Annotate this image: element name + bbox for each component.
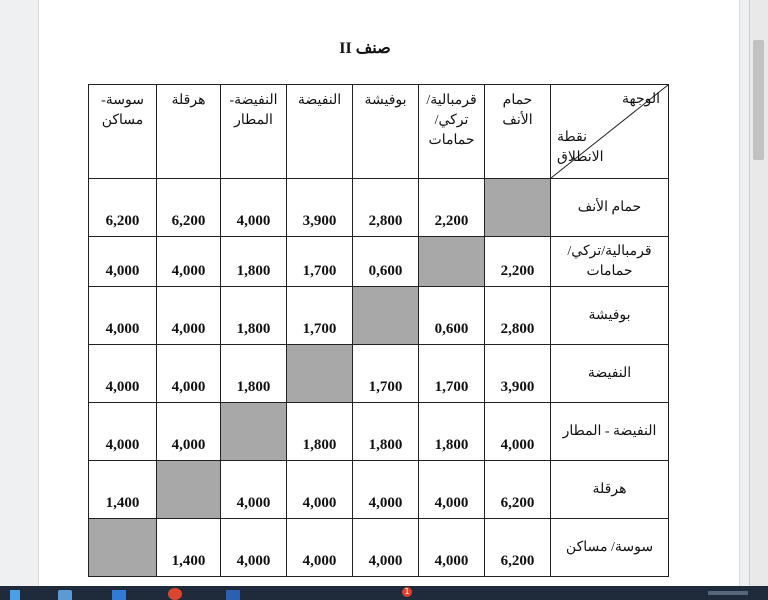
- fare-cell: 6,200: [89, 179, 157, 237]
- fare-cell: 3,900: [287, 179, 353, 237]
- fare-cell: 1,700: [287, 237, 353, 287]
- fare-cell: 1,800: [221, 345, 287, 403]
- fare-cell: 1,800: [353, 403, 419, 461]
- fare-cell: 2,200: [485, 237, 551, 287]
- fare-cell: 1,400: [157, 519, 221, 577]
- fare-cell: 4,000: [419, 461, 485, 519]
- cell-text-line: سوسة/ مساكن: [565, 539, 654, 555]
- row-header: [551, 461, 669, 519]
- cell-text-line: هرقلة: [592, 481, 627, 497]
- fare-cell: 4,000: [353, 519, 419, 577]
- row-header: [551, 345, 669, 403]
- cell-text-line: بوفيشة: [364, 93, 407, 108]
- cell-text-line: تركي/: [434, 113, 469, 128]
- taskbar: [0, 586, 768, 600]
- shaded-diagonal-cell: [157, 461, 221, 519]
- fare-cell: 4,000: [485, 403, 551, 461]
- fare-cell: 2,200: [419, 179, 485, 237]
- cell-text-line: سوسة-: [101, 93, 144, 108]
- fare-cell: 4,000: [419, 519, 485, 577]
- fare-cell: 1,400: [89, 461, 157, 519]
- shaded-diagonal-cell: [287, 345, 353, 403]
- page-title: صنف II: [339, 40, 391, 57]
- row-header: [551, 287, 669, 345]
- fare-cell: 1,700: [419, 345, 485, 403]
- fare-cell: 4,000: [221, 461, 287, 519]
- cell-text-line: المطار: [234, 113, 273, 128]
- cell-text-line: بوفيشة: [588, 307, 631, 323]
- column-header: [157, 85, 221, 179]
- column-header: [353, 85, 419, 179]
- fare-cell: 4,000: [89, 403, 157, 461]
- system-tray[interactable]: [708, 591, 748, 595]
- task-view-icon[interactable]: [58, 590, 72, 600]
- row-header: [551, 237, 669, 287]
- row-header: [551, 179, 669, 237]
- column-header: [89, 85, 157, 179]
- cell-text-line: قرمبالية/تركي/: [567, 243, 652, 259]
- fare-cell: 4,000: [157, 345, 221, 403]
- fare-cell: 4,000: [89, 345, 157, 403]
- cell-text-line: حمامات: [586, 263, 633, 279]
- cell-text-line: حمام: [502, 93, 533, 108]
- row-header: [551, 403, 669, 461]
- cell-text-line: النفيضة - المطار: [562, 423, 657, 439]
- fare-cell: 1,800: [221, 287, 287, 345]
- shaded-diagonal-cell: [221, 403, 287, 461]
- column-header: [287, 85, 353, 179]
- cell-text-line: قرمبالية/: [426, 93, 477, 108]
- cell-text-line: الانطلاق: [557, 150, 604, 165]
- edge-icon[interactable]: [112, 590, 126, 600]
- table-row: [89, 237, 669, 287]
- fare-cell: 6,200: [485, 461, 551, 519]
- origin-label: [557, 128, 603, 168]
- fare-cell: 4,000: [89, 287, 157, 345]
- cell-text-line: الأنف: [502, 113, 533, 128]
- fare-cell: 1,700: [353, 345, 419, 403]
- fare-cell: 4,000: [157, 237, 221, 287]
- cell-text-line: هرقلة: [171, 93, 206, 108]
- header-row: [89, 85, 669, 179]
- cell-text-line: مساكن: [101, 113, 144, 128]
- chrome-icon[interactable]: [168, 588, 182, 600]
- fare-cell: 2,800: [353, 179, 419, 237]
- corner-header-cell: [551, 85, 669, 179]
- table-row: [89, 287, 669, 345]
- fare-cell: 1,700: [287, 287, 353, 345]
- fare-cell: 6,200: [157, 179, 221, 237]
- table-row: [89, 403, 669, 461]
- shaded-diagonal-cell: [485, 179, 551, 237]
- fare-cell: 4,000: [221, 519, 287, 577]
- shaded-diagonal-cell: [353, 287, 419, 345]
- fare-cell: 3,900: [485, 345, 551, 403]
- notification-badge: 1: [402, 587, 412, 597]
- cell-text-line: النفيضة: [297, 93, 342, 108]
- vertical-scrollbar[interactable]: [749, 0, 768, 586]
- fare-cell: 0,600: [353, 237, 419, 287]
- table-row: [89, 179, 669, 237]
- fare-cell: 4,000: [287, 461, 353, 519]
- cell-text-line: حمام الأنف: [577, 199, 642, 215]
- row-header: [551, 519, 669, 577]
- table-row: [89, 345, 669, 403]
- fare-cell: 4,000: [157, 287, 221, 345]
- table-row: [89, 461, 669, 519]
- fare-cell: 1,800: [287, 403, 353, 461]
- cell-text-line: النفيضة-: [229, 93, 278, 108]
- scrollbar-thumb[interactable]: [753, 40, 764, 160]
- destination-label: الوجهة: [621, 92, 660, 107]
- fare-cell: 4,000: [353, 461, 419, 519]
- fare-cell: 4,000: [157, 403, 221, 461]
- fare-cell: 1,800: [419, 403, 485, 461]
- cell-text-line: حمامات: [428, 133, 475, 148]
- fare-cell: 2,800: [485, 287, 551, 345]
- table-row: [89, 519, 669, 577]
- fare-table: [88, 84, 669, 577]
- fare-cell: 0,600: [419, 287, 485, 345]
- cell-text-line: نقطة: [557, 130, 587, 145]
- shaded-diagonal-cell: [419, 237, 485, 287]
- column-header: [221, 85, 287, 179]
- start-icon[interactable]: [10, 590, 20, 600]
- fare-cell: 6,200: [485, 519, 551, 577]
- column-header: [485, 85, 551, 179]
- word-icon[interactable]: [226, 590, 240, 600]
- fare-cell: 4,000: [221, 179, 287, 237]
- column-header: [419, 85, 485, 179]
- shaded-diagonal-cell: [89, 519, 157, 577]
- fare-cell: 4,000: [89, 237, 157, 287]
- cell-text-line: النفيضة: [587, 365, 632, 381]
- fare-cell: 1,800: [221, 237, 287, 287]
- fare-cell: 4,000: [287, 519, 353, 577]
